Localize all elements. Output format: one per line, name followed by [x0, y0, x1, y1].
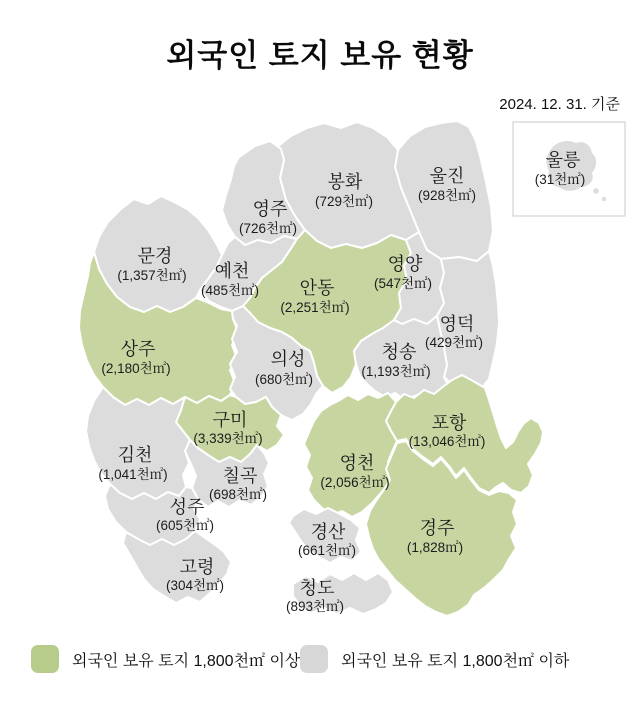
label-sangju: 상주 [120, 339, 156, 359]
value-bonghwa: (729천㎡) [314, 194, 374, 209]
value-seongju: (605천㎡) [155, 518, 215, 533]
value-ulleung: (31천㎡) [534, 172, 586, 187]
label-ulleung: 울릉 [545, 150, 581, 170]
value-goryeong: (304천㎡) [165, 578, 225, 593]
value-yeongyang: (547천㎡) [373, 276, 433, 291]
label-uljin: 울진 [429, 166, 465, 186]
label-pohang: 포항 [431, 413, 467, 433]
label-cheongdo: 청도 [299, 578, 335, 598]
value-gyeongsan: (661천㎡) [297, 543, 357, 558]
value-gyeongju: (1,828㎡) [406, 540, 464, 555]
reference-date: 2024. 12. 31. 기준 [499, 96, 620, 113]
label-gyeongsan: 경산 [310, 522, 346, 542]
ulleung-islet-2 [602, 197, 606, 201]
value-cheongdo: (893천㎡) [285, 599, 345, 614]
legend [0, 644, 640, 674]
legend-swatch-green [31, 645, 59, 673]
legend-label-above: 외국인 보유 토지 1,800천㎡ 이상 [72, 652, 301, 670]
value-sangju: (2,180천㎡) [101, 361, 171, 376]
label-yeongju: 영주 [252, 199, 288, 219]
legend-item-below [300, 645, 569, 673]
label-yeongcheon: 영천 [339, 453, 375, 473]
value-gumi: (3,339천㎡) [193, 431, 263, 446]
value-pohang: (13,046천㎡) [408, 434, 486, 449]
value-gimcheon: (1,041천㎡) [98, 467, 168, 482]
region-gimcheon [86, 387, 190, 499]
label-cheongsong: 청송 [381, 342, 417, 362]
value-yeongcheon: (2,056천㎡) [320, 475, 390, 490]
value-uljin: (928천㎡) [417, 188, 477, 203]
value-uiseong: (680천㎡) [254, 372, 314, 387]
ulleung-islet-1 [593, 188, 599, 194]
value-yecheon: (485천㎡) [200, 283, 260, 298]
label-goryeong: 고령 [179, 557, 215, 577]
label-uiseong: 의성 [270, 349, 306, 369]
label-seongju: 성주 [169, 497, 205, 517]
label-gimcheon: 김천 [117, 445, 153, 465]
label-andong: 안동 [299, 278, 335, 298]
value-cheongsong: (1,193천㎡) [361, 364, 431, 379]
label-yecheon: 예천 [214, 261, 250, 281]
label-mungyeong: 문경 [137, 246, 173, 266]
value-andong: (2,251천㎡) [280, 300, 350, 315]
legend-label-below: 외국인 보유 토지 1,800천㎡ 이하 [341, 652, 570, 670]
label-yeongdeok: 영덕 [439, 314, 475, 334]
label-bonghwa: 봉화 [327, 172, 363, 192]
label-gumi: 구미 [212, 410, 248, 430]
label-chilgok: 칠곡 [222, 466, 258, 486]
label-yeongyang: 영양 [387, 254, 423, 274]
page-title: 외국인 토지 보유 현황 [166, 38, 474, 73]
value-yeongju: (726천㎡) [238, 221, 298, 236]
label-gyeongju: 경주 [419, 518, 455, 538]
value-mungyeong: (1,357천㎡) [117, 268, 187, 283]
legend-swatch-gray [300, 645, 328, 673]
legend-item-above [31, 645, 300, 673]
value-chilgok: (698천㎡) [208, 487, 268, 502]
value-yeongdeok: (429천㎡) [424, 335, 484, 350]
